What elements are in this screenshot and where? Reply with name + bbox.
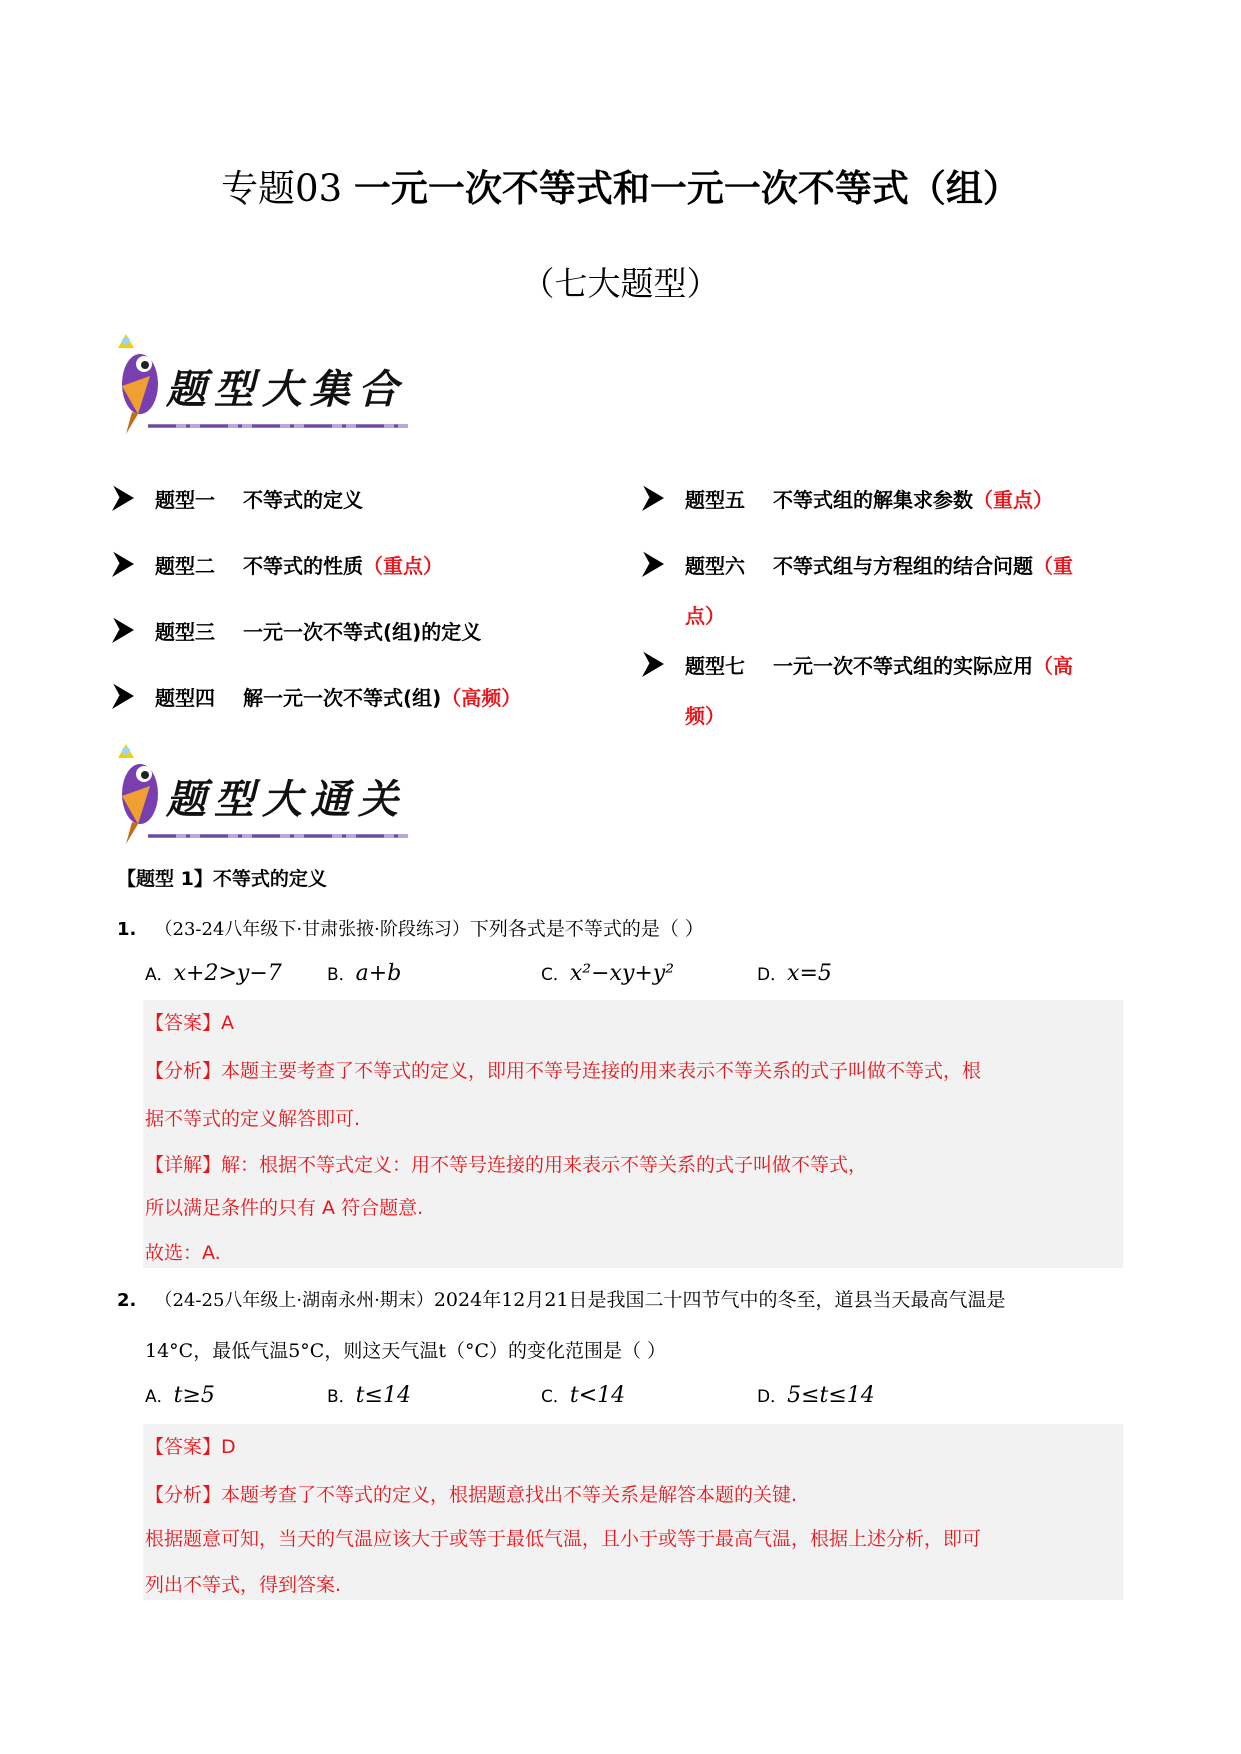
page-subtitle: （七大题型） [521, 264, 720, 303]
analysis-line: 【分析】本题主要考查了不等式的定义，即用不等号连接的用来表示不等关系的式子叫做不等式，根 [145, 1060, 982, 1082]
answer: 【答案】D [145, 1436, 236, 1458]
q1-options [145, 960, 1125, 992]
question-1: 1. （23-24八年级下·甘肃张掖·阶段练习）下列各式是不等式的是（ ） [117, 918, 704, 940]
question-stem-cont: 14°C，最低气温5°C，则这天气温t（°C）的变化范围是（ ） [145, 1340, 667, 1362]
banner-collection-text: 题型大集合 [166, 366, 406, 413]
toc-item-6-tag-cont: 点） [685, 604, 725, 628]
option-b[interactable]: B．a+b [327, 961, 402, 986]
option-c[interactable]: C．x²−xy+y² [541, 961, 675, 986]
toc-item-5[interactable]: 题型五 不等式组的解集求参数（重点） [685, 486, 1053, 514]
toc-item-3[interactable]: 题型三 一元一次不等式(组)的定义 [155, 618, 481, 646]
arrow-icon [110, 549, 136, 586]
toc-item-7[interactable]: 题型七 一元一次不等式组的实际应用（高 [685, 652, 1073, 680]
q1-answer-box [143, 1000, 1123, 1268]
toc-item-1[interactable]: 题型一 不等式的定义 [155, 486, 363, 514]
toc-item-6[interactable]: 题型六 不等式组与方程组的结合问题（重 [685, 552, 1073, 580]
question-source: （24-25八年级上·湖南永州·期末） [154, 1290, 434, 1311]
q2-answer-box [143, 1424, 1123, 1600]
detail-line: 所以满足条件的只有 A 符合题意. [145, 1197, 424, 1219]
arrow-icon [110, 681, 136, 718]
question-2: 2. （24-25八年级上·湖南永州·期末）2024年12月21日是我国二十四节气中的冬至，道县当天最高气温是 [117, 1289, 1006, 1311]
question-stem: 2024年12月21日是我国二十四节气中的冬至，道县当天最高气温是 [433, 1289, 1006, 1311]
banner-pass [108, 740, 460, 850]
toc-item-7-tag-cont: 频） [685, 704, 725, 728]
arrow-icon [110, 615, 136, 652]
banner-pass-text: 题型大通关 [166, 776, 406, 823]
option-d[interactable]: D．x=5 [757, 961, 832, 986]
page-title [0, 158, 1241, 212]
analysis-line: 【分析】本题考查了不等式的定义，根据题意找出不等关系是解答本题的关键. [145, 1484, 798, 1506]
arrow-icon [640, 483, 666, 520]
detail-line: 【详解】解：根据不等式定义：用不等号连接的用来表示不等关系的式子叫做不等式， [145, 1154, 868, 1176]
q2-options [145, 1382, 1125, 1414]
arrow-icon [640, 649, 666, 686]
option-a[interactable]: A．t≥5 [145, 1383, 215, 1408]
conclusion-line: 故选：A. [145, 1242, 221, 1264]
analysis-line: 列出不等式，得到答案. [145, 1574, 342, 1596]
option-a[interactable]: A．x+2>y−7 [145, 961, 282, 986]
toc-item-4[interactable]: 题型四 解一元一次不等式(组)（高频） [155, 684, 521, 712]
question-source: （23-24八年级下·甘肃张掖·阶段练习） [154, 919, 470, 940]
banner-collection [108, 330, 460, 440]
section-heading: 【题型 1】不等式的定义 [117, 868, 327, 890]
arrow-icon [640, 549, 666, 586]
analysis-line: 根据题意可知，当天的气温应该大于或等于最低气温，且小于或等于最高气温，根据上述分析，即可 [145, 1528, 982, 1550]
arrow-icon [110, 483, 136, 520]
question-stem: 下列各式是不等式的是（ ） [469, 918, 704, 940]
title-prefix: 专题03 [221, 167, 343, 210]
option-c[interactable]: C．t<14 [541, 1383, 626, 1408]
option-b[interactable]: B．t≤14 [327, 1383, 411, 1408]
answer: 【答案】A [145, 1012, 234, 1034]
option-d[interactable]: D．5≤t≤14 [757, 1383, 875, 1408]
toc-item-2[interactable]: 题型二 不等式的性质（重点） [155, 552, 443, 580]
analysis-line: 据不等式的定义解答即可. [145, 1108, 361, 1130]
title-main: 一元一次不等式和一元一次不等式（组） [353, 167, 1020, 210]
